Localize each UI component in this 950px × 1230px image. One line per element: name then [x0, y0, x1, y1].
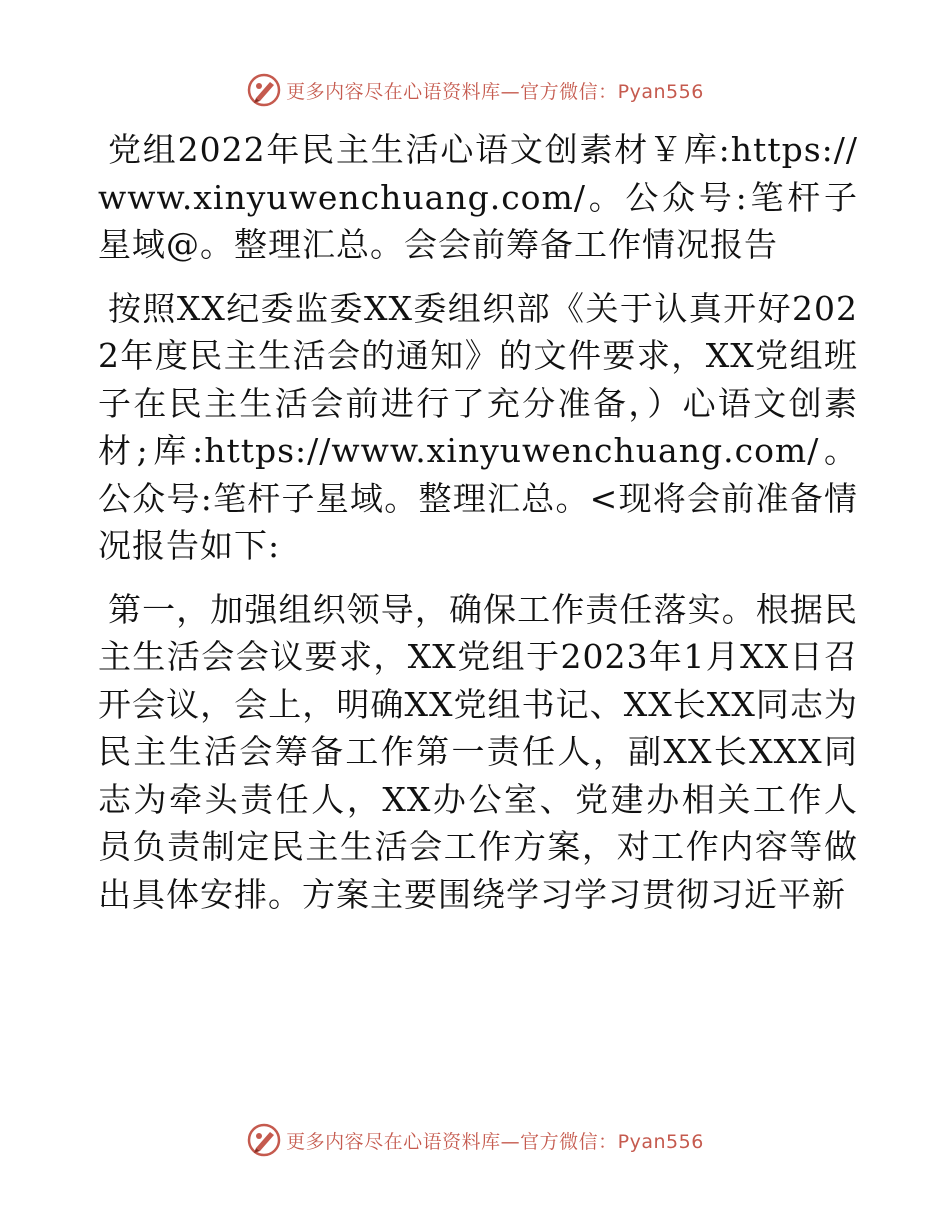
pen-seal-logo-icon — [246, 72, 282, 108]
document-body — [98, 126, 858, 934]
header-watermark-text: 更多内容尽在心语资料库—官方微信：Pyan556 — [286, 80, 704, 103]
paragraph-first-point: 第一，加强组织领导，确保工作责任落实。根据民主生活会会议要求，XX党组于2023年1月XX日召开会议，会上，明确XX党组书记、XX长XX同志为民主生活会筹备工作第一责任人，副XX长XXX同志为牵头责任人，XX办公室、党建办相关工作人员负责制定民主生活会工作方案，对工作内容等做出具体安排。方案主要围绕学习学习贯彻习近平新 — [98, 589, 858, 914]
header-watermark-banner — [0, 70, 950, 110]
footer-watermark-banner — [0, 1120, 950, 1160]
footer-watermark-text: 更多内容尽在心语资料库—官方微信：Pyan556 — [286, 1130, 704, 1153]
paragraph-intro: 党组2022年民主生活心语文创素材￥库:https://www.xinyuwenchuang.com/。公众号:笔杆子星域@。整理汇总。会会前筹备工作情况报告 — [98, 130, 858, 264]
paragraph-background: 按照XX纪委监委XX委组织部《关于认真开好2022年度民主生活会的通知》的文件要求，XX党组班子在民主生活会前进行了充分准备，）心语文创素材;库:https://www.xinyuwenchuang.com/。公众号:笔杆子星域。整理汇总。<现将会前准备情况报告如下: — [98, 288, 858, 565]
pen-seal-logo-icon — [246, 1122, 282, 1158]
